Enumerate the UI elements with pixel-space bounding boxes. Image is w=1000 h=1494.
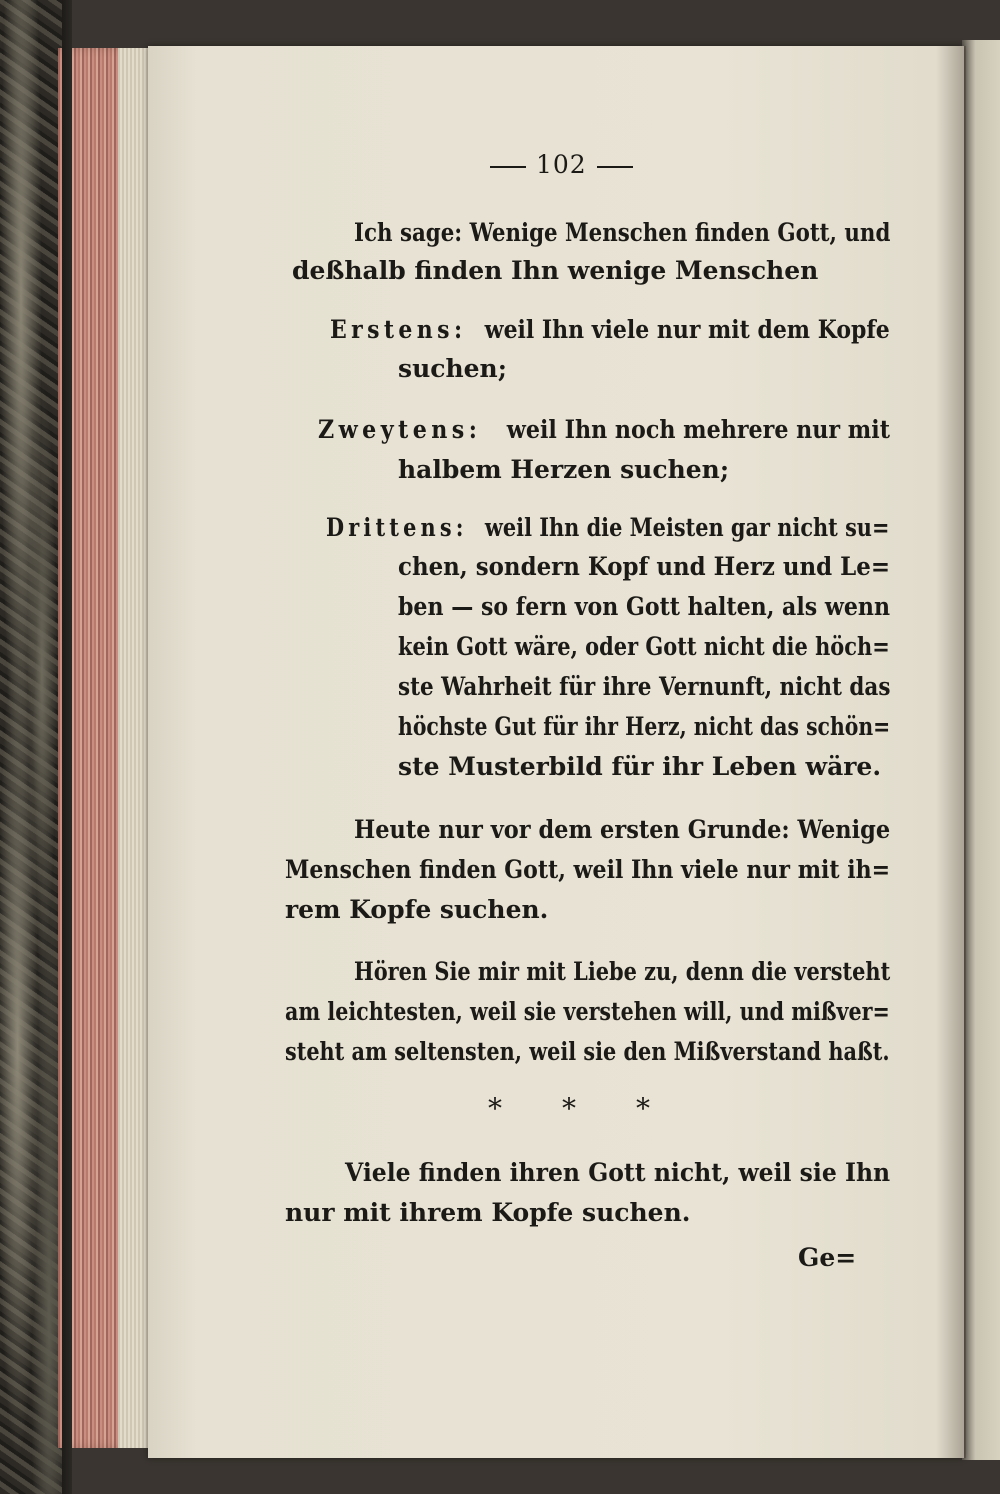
paragraph-line: rem Kopfe suchen. xyxy=(285,895,549,924)
paragraph-line: Heute nur vor dem ersten Grunde: Wenige xyxy=(354,815,891,844)
section-divider xyxy=(488,1092,688,1125)
asterisk: * xyxy=(636,1092,650,1125)
point-line: kein Gott wäre, oder Gott nicht die höch= xyxy=(398,632,890,661)
point-label: Zweytens: xyxy=(318,415,482,444)
point-text: weil Ihn die Meisten gar nicht su= xyxy=(484,513,890,542)
intro-line: deßhalb finden Ihn wenige Menschen xyxy=(292,256,819,285)
asterisk: * xyxy=(488,1092,502,1125)
point-line: ste Musterbild für ihr Leben wäre. xyxy=(398,752,882,781)
catchword: Ge= xyxy=(798,1243,857,1272)
point-text: weil Ihn noch mehrere nur mit xyxy=(506,415,890,444)
point-line: halbem Herzen suchen; xyxy=(398,455,730,484)
point-text: weil Ihn viele nur mit dem Kopfe xyxy=(484,315,890,344)
paragraph-line: Hören Sie mir mit Liebe zu, denn die versteht xyxy=(354,957,891,986)
paragraph-line: Menschen finden Gott, weil Ihn viele nur mit ih= xyxy=(285,855,891,884)
point-line: höchste Gut für ihr Herz, nicht das schön= xyxy=(398,712,891,741)
point-label: Drittens: xyxy=(326,513,468,542)
point-line: ben — so fern von Gott halten, als wenn xyxy=(398,592,891,621)
paragraph-line: Viele finden ihren Gott nicht, weil sie Ihn xyxy=(345,1158,891,1187)
paragraph-line: nur mit ihrem Kopfe suchen. xyxy=(285,1198,691,1227)
paragraph-line: steht am seltensten, weil sie den Mißverstand haßt. xyxy=(285,1037,890,1066)
asterisk: * xyxy=(562,1092,576,1125)
point-line: chen, sondern Kopf und Herz und Le= xyxy=(398,552,891,581)
paragraph-line: am leichtesten, weil sie verstehen will, und mißver= xyxy=(285,997,890,1026)
page-number: 102 xyxy=(480,150,680,179)
point-line: suchen; xyxy=(398,354,507,383)
point-line xyxy=(326,513,889,543)
point-line: ste Wahrheit für ihre Vernunft, nicht das xyxy=(398,672,891,701)
point-line xyxy=(330,315,890,345)
point-line xyxy=(318,415,890,445)
point-label: Erstens: xyxy=(330,315,467,344)
intro-line: Ich sage: Wenige Menschen finden Gott, und xyxy=(354,218,891,247)
